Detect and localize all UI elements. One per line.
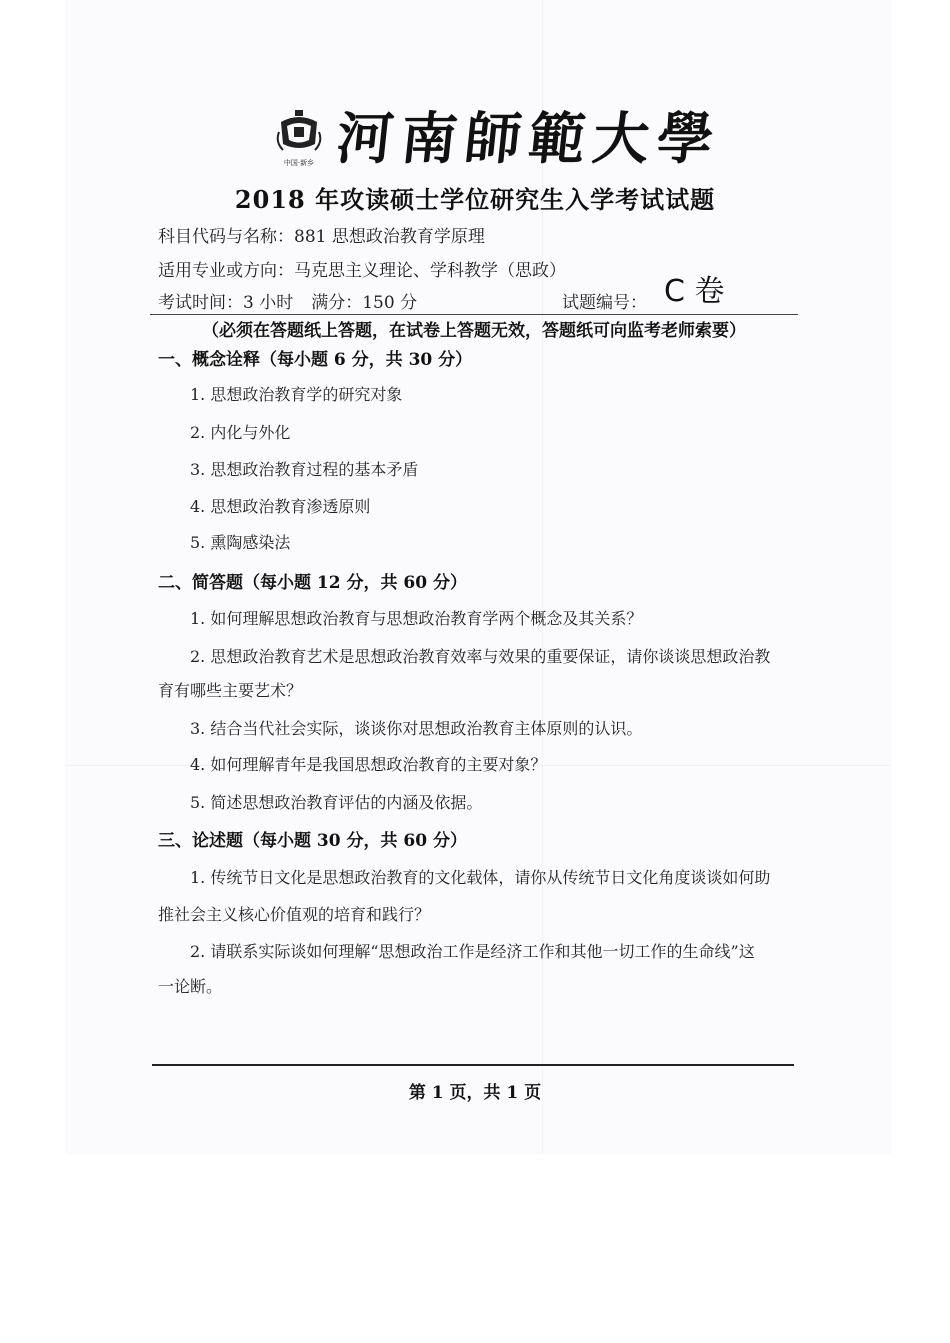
question-item: 1. 如何理解思想政治教育与思想政治教育学两个概念及其关系？ <box>190 609 643 628</box>
question-item: 5. 简述思想政治教育评估的内涵及依据。 <box>190 793 483 812</box>
university-logo <box>275 100 725 172</box>
question-item: 1. 传统节日文化是思想政治教育的文化载体，请你从传统节日文化角度谈谈如何助 <box>190 868 771 887</box>
emblem-caption: 中国·新乡 <box>283 159 315 167</box>
university-name: 河南師範大學 <box>333 106 725 172</box>
university-emblem-icon <box>275 108 323 170</box>
footer-divider <box>152 1064 794 1066</box>
section-title: 三、论述题（每小题 30 分，共 60 分） <box>158 831 467 851</box>
paper-number-label: 试题编号： <box>562 293 647 313</box>
question-item: 4. 如何理解青年是我国思想政治教育的主要对象？ <box>190 755 547 774</box>
question-continuation: 推社会主义核心价值观的培育和践行？ <box>158 905 431 924</box>
question-item: 2. 思想政治教育艺术是思想政治教育效率与效果的重要保证，请你谈谈思想政治教 <box>190 647 771 666</box>
full-score: 满分：150 分 <box>311 293 418 313</box>
header-divider <box>150 314 798 315</box>
time-score-line <box>158 288 417 313</box>
question-item: 5. 熏陶感染法 <box>190 533 291 552</box>
major-line: 适用专业或方向：马克思主义理论、学科教学（思政） <box>158 261 566 281</box>
section-title: 一、概念诠释（每小题 6 分，共 30 分） <box>158 350 473 370</box>
question-item: 2. 内化与外化 <box>190 423 291 442</box>
exam-time: 考试时间：3 小时 <box>158 293 294 313</box>
answer-notice: （必须在答题纸上答题，在试卷上答题无效，答题纸可向监考老师索要） <box>202 321 746 341</box>
question-item: 1. 思想政治教育学的研究对象 <box>190 385 403 404</box>
question-item: 3. 结合当代社会实际，谈谈你对思想政治教育主体原则的认识。 <box>190 719 643 738</box>
question-item: 2. 请联系实际谈如何理解“思想政治工作是经济工作和其他一切工作的生命线”这 <box>190 942 755 961</box>
page-number: 第 1 页，共 1 页 <box>408 1083 542 1103</box>
question-continuation: 一论断。 <box>158 977 223 996</box>
subject-line: 科目代码与名称：881 思想政治教育学原理 <box>158 227 485 247</box>
question-item: 3. 思想政治教育过程的基本矛盾 <box>190 460 419 479</box>
question-continuation: 育有哪些主要艺术？ <box>158 681 303 700</box>
paper-variant: C 卷 <box>664 274 725 309</box>
section-title: 二、简答题（每小题 12 分，共 60 分） <box>158 573 467 593</box>
fold-crease-vertical <box>542 0 543 1153</box>
question-item: 4. 思想政治教育渗透原则 <box>190 497 371 516</box>
exam-title: 2018 年攻读硕士学位研究生入学考试试题 <box>234 185 716 214</box>
